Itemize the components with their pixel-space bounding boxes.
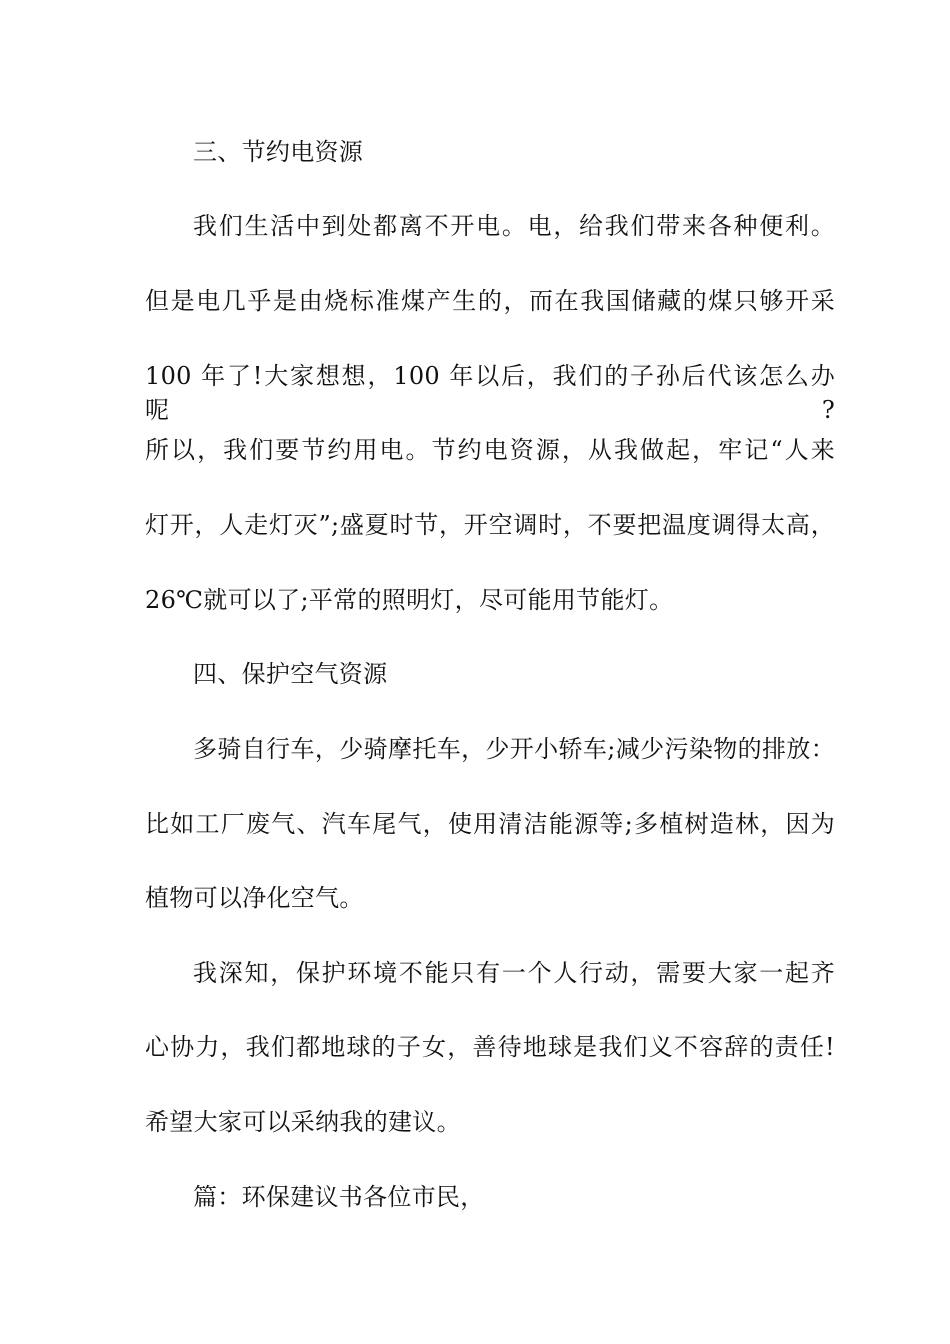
paragraph-line: 多骑自行车，少骑摩托车，少开小轿车;减少污染物的排放： [193, 735, 835, 763]
next-article-heading: 篇：环保建议书各位市民， [193, 1183, 485, 1211]
paragraph-line: 比如工厂废气、汽车尾气，使用清洁能源等;多植树造林，因为 [145, 810, 835, 838]
paragraph-line: 所以，我们要节约用电。节约电资源，从我做起，牢记“人来 [145, 436, 835, 464]
paragraph-line: 但是电几乎是由烧标准煤产生的，而在我国储藏的煤只够开采 [145, 287, 835, 315]
section-heading-save-electricity: 三、节约电资源 [193, 138, 364, 166]
paragraph-line: 植物可以净化空气。 [145, 884, 364, 912]
paragraph-line: 心协力，我们都地球的子女，善待地球是我们义不容辞的责任! [145, 1033, 835, 1061]
paragraph-line: 26℃就可以了;平常的照明灯，尽可能用节能灯。 [145, 586, 674, 614]
section-heading-protect-air: 四、保护空气资源 [193, 660, 388, 688]
paragraph-line: 希望大家可以采纳我的建议。 [145, 1108, 461, 1136]
paragraph-line: 我们生活中到处都离不开电。电，给我们带来各种便利。 [193, 212, 835, 240]
paragraph-line: 灯开，人走灯灭”;盛夏时节，开空调时，不要把温度调得太高， [145, 511, 835, 539]
paragraph-line: 100 年了!大家想想，100 年以后，我们的子孙后代该怎么办呢? [145, 362, 835, 424]
paragraph-line: 我深知，保护环境不能只有一个人行动，需要大家一起齐 [193, 959, 835, 987]
